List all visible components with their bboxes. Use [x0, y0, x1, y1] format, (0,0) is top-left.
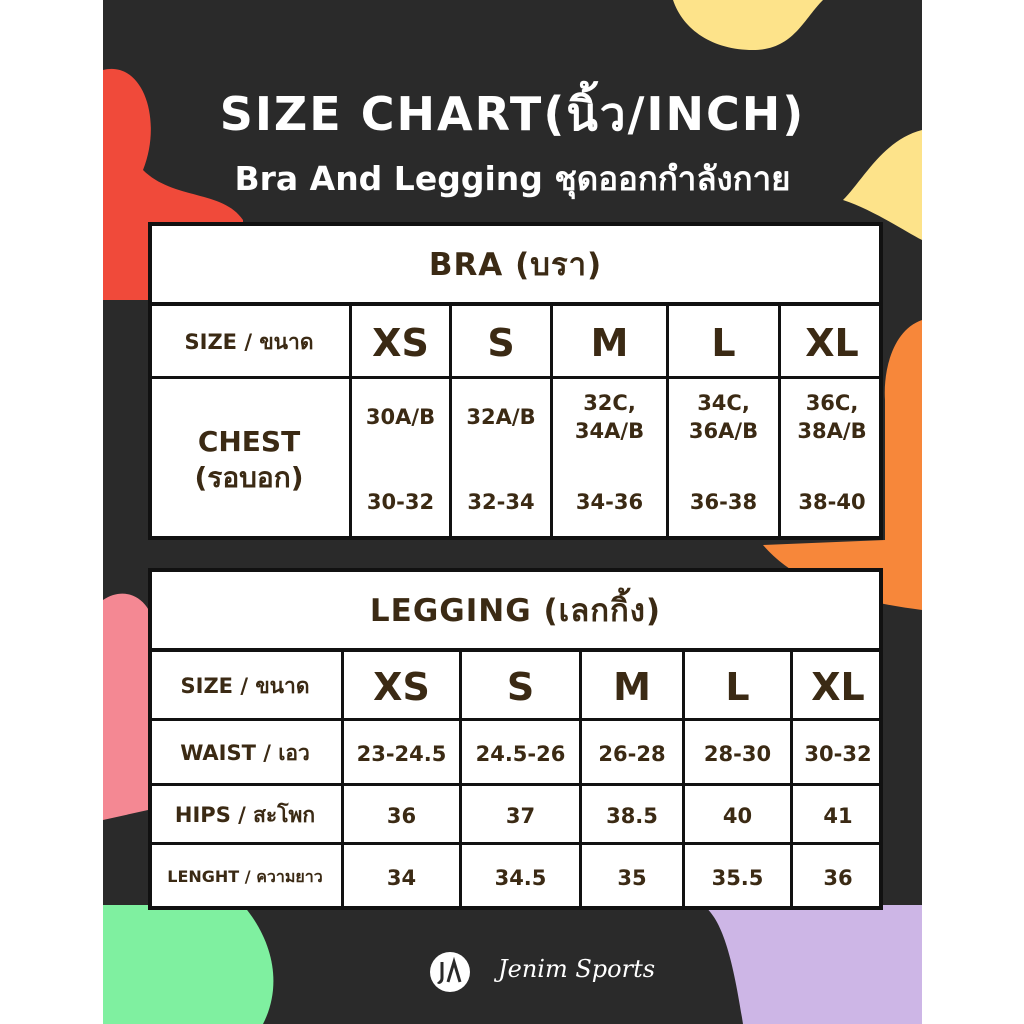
legging-waist-l: 28-30: [682, 718, 790, 786]
bra-size-s: S: [449, 303, 550, 379]
legging-hips-xs: 36: [341, 783, 459, 845]
legging-length-s: 34.5: [459, 842, 579, 910]
bra-chest-xl: 38-40: [798, 490, 866, 514]
legging-size-l: L: [682, 649, 790, 721]
bra-cup-l: 34C, 36A/B: [688, 391, 759, 443]
legging-hips-l: 40: [682, 783, 790, 845]
bra-size-xs: XS: [349, 303, 449, 379]
lavender-blob: [703, 905, 922, 1024]
legging-size-m: M: [579, 649, 682, 721]
bra-chest-l: 36-38: [689, 490, 758, 514]
bra-cup-m: 32C, 34A/B: [574, 391, 645, 443]
bra-size-xl: XL: [778, 303, 883, 379]
green-blob: [103, 905, 273, 1024]
brand-name: Jenim Sports: [498, 955, 656, 983]
page-title: SIZE CHART(นิ้ว/INCH): [219, 87, 806, 141]
bra-size-l: L: [666, 303, 778, 379]
bra-cup-s: 32A/B: [466, 405, 536, 429]
bra-heading: BRA (บรา): [152, 226, 879, 306]
bra-chest-xs: 30-32: [366, 490, 435, 514]
bra-cell-xl: [778, 376, 883, 540]
legging-hips-label: HIPS / สะโพก: [149, 783, 341, 845]
chest-label-line1: CHEST: [197, 424, 301, 458]
legging-hips-m: 38.5: [579, 783, 682, 845]
legging-table: [148, 568, 883, 910]
legging-length-xs: 34: [341, 842, 459, 910]
bra-cell-xs: [349, 376, 449, 540]
chest-label-line2: (รอบอก): [194, 460, 304, 494]
bra-size-label: SIZE / ขนาด: [149, 303, 349, 379]
legging-hips-xl: 41: [790, 783, 883, 845]
bra-cell-l: [666, 376, 778, 540]
legging-hips-s: 37: [459, 783, 579, 845]
legging-waist-s: 24.5-26: [459, 718, 579, 786]
legging-waist-label: WAIST / เอว: [149, 718, 341, 786]
yellow-top-blob: [673, 0, 823, 50]
legging-size-xs: XS: [341, 649, 459, 721]
legging-waist-xs: 23-24.5: [341, 718, 459, 786]
bra-cup-xl: 36C, 38A/B: [797, 391, 867, 443]
legging-size-xl: XL: [790, 649, 883, 721]
legging-length-label: LENGHT / ความยาว: [149, 842, 341, 910]
bra-chest-m: 34-36: [575, 490, 644, 514]
legging-size-s: S: [459, 649, 579, 721]
size-chart-poster: [103, 0, 922, 1024]
bra-cell-s: [449, 376, 550, 540]
bra-size-m: M: [550, 303, 666, 379]
bra-chest-label: [149, 376, 349, 540]
legging-waist-m: 26-28: [579, 718, 682, 786]
jenim-logo-icon: [430, 952, 470, 992]
bra-cell-m: [550, 376, 666, 540]
legging-length-xl: 36: [790, 842, 883, 910]
legging-length-m: 35: [579, 842, 682, 910]
bra-chest-s: 32-34: [467, 490, 535, 514]
legging-waist-xl: 30-32: [790, 718, 883, 786]
legging-length-l: 35.5: [682, 842, 790, 910]
bra-cup-xs: 30A/B: [365, 405, 436, 429]
legging-heading: LEGGING (เลกกิ้ง): [152, 572, 879, 652]
legging-size-label: SIZE / ขนาด: [149, 649, 341, 721]
page-subtitle: Bra And Legging ชุดออกกำลังกาย: [234, 159, 791, 198]
bra-table: [148, 222, 883, 540]
